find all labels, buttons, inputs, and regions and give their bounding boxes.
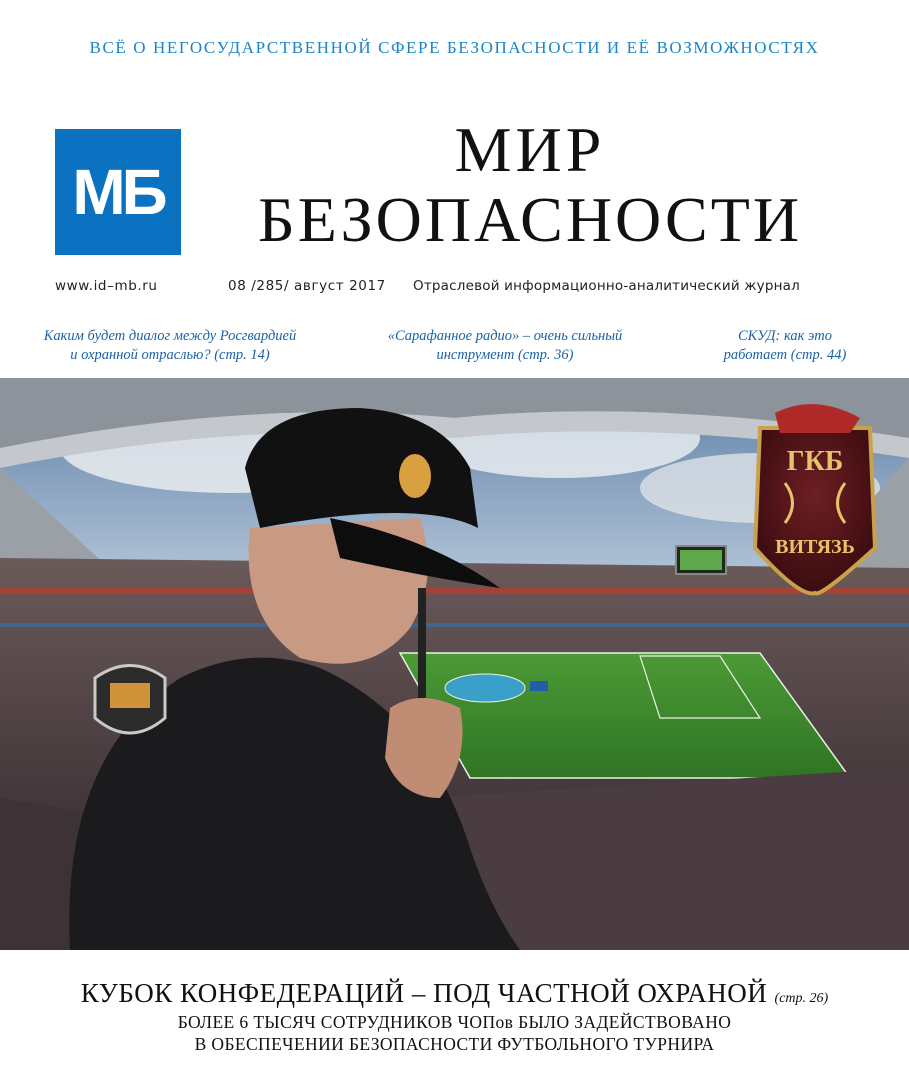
teaser-1-line-1: Каким будет диалог между Росгвардией [43,328,297,344]
emblem-text-2: ВИТЯЗЬ [775,536,855,558]
teaser-1 [20,327,320,365]
title-line-2: БЕЗОПАСНОСТИ [257,184,803,255]
title-line-1: МИР [454,114,606,185]
teaser-1-line-2: и охранной отраслью? (стр. 14) [70,347,270,363]
headline-page-ref: (стр. 26) [774,991,829,1006]
teaser-3 [690,327,880,365]
headline-text: КУБОК КОНФЕДЕРАЦИЙ – ПОД ЧАСТНОЙ ОХРАНОЙ [80,978,768,1008]
teaser-3-line-2: работает (стр. 44) [723,347,847,363]
teaser-2-line-1: «Сарафанное радио» – очень сильный [387,328,623,344]
subheadline-line-2: В ОБЕСПЕЧЕНИИ БЕЗОПАСНОСТИ ФУТБОЛЬНОГО ТУРНИРА [194,1034,715,1054]
magazine-logo [55,129,181,255]
logo-text: МБ [72,156,164,228]
subheadline-line-1: БОЛЕЕ 6 ТЫСЯЧ СОТРУДНИКОВ ЧОПов БЫЛО ЗАДЕЙСТВОВАНО [177,1012,732,1032]
issue-number: 08 /285/ август 2017 [228,278,386,294]
magazine-title [205,114,855,255]
gkb-vityaz-emblem [755,404,875,593]
teaser-3-line-1: СКУД: как это [738,328,832,344]
cover-photo [0,378,909,950]
journal-description: Отраслевой информационно-аналитический журнал [413,278,800,294]
teaser-2-line-2: инструмент (стр. 36) [436,347,574,363]
teaser-2 [355,327,655,365]
website: www.id–mb.ru [55,278,158,294]
emblem-text-1: ГКБ [786,446,844,477]
headline [0,978,909,1009]
tagline: ВСЁ О НЕГОСУДАРСТВЕННОЙ СФЕРЕ БЕЗОПАСНОСТИ И ЕЁ ВОЗМОЖНОСТЯХ [89,38,820,57]
